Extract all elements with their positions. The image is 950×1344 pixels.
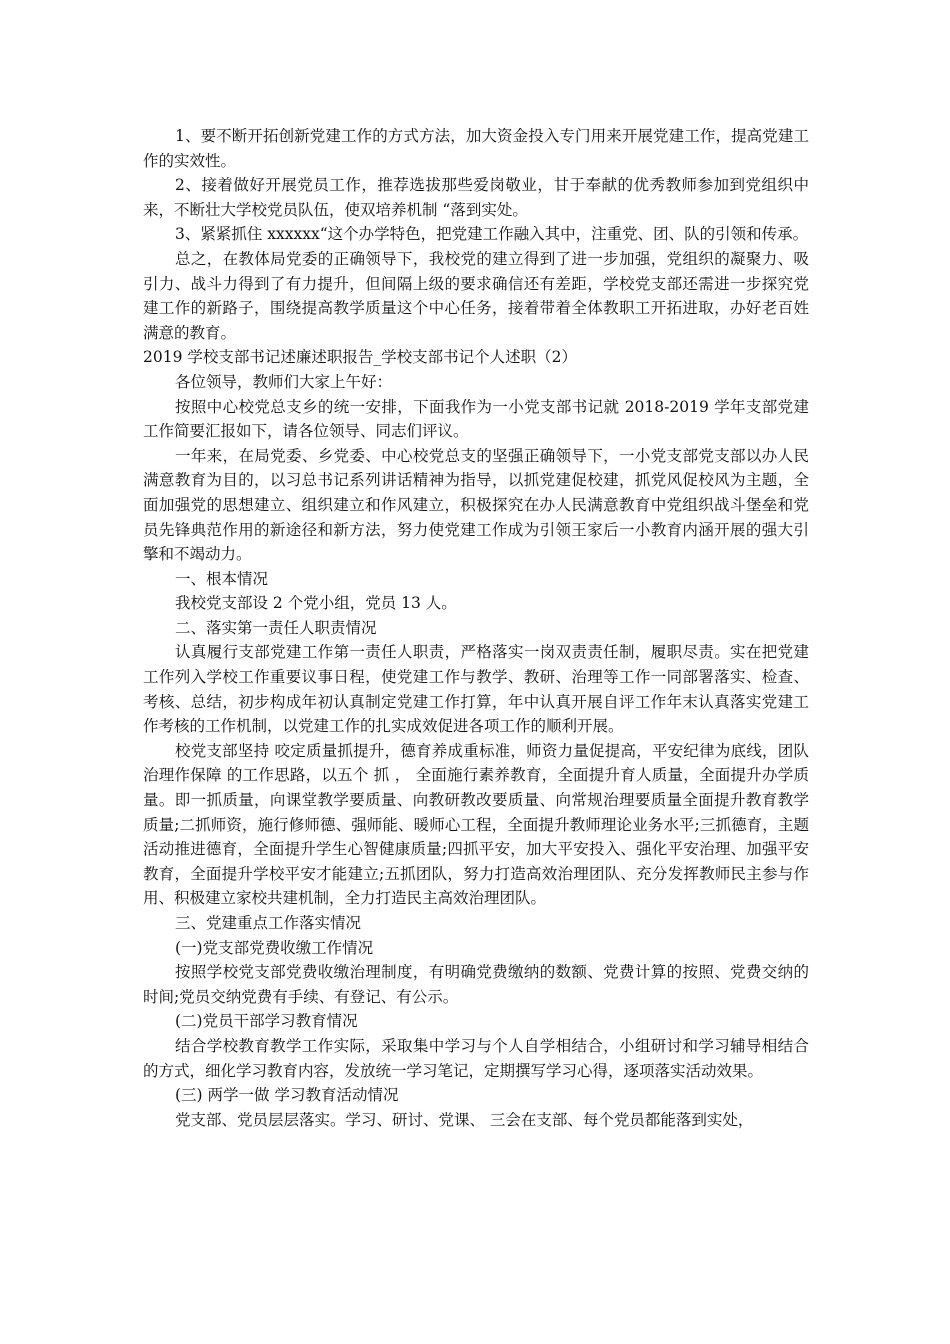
paragraph: 我校党支部设 2 个党小组，党员 13 人。 (175, 594, 457, 613)
paragraph: 3、紧紧抓住 xxxxxx“这个办学特色，把党建工作融入其中，注重党、团、队的引领和传承。 (175, 225, 809, 244)
paragraph: 按照学校党支部党费收缴治理制度，有明确党费缴纳的数额、党费计算的按照、党费交纳的时间;党员交纳党费有手续、有登记、有公示。 (143, 963, 809, 1006)
paragraph: 党支部、党员层层落实。学习、研讨、党课、 三会在支部、每个党员都能落到实处， (175, 1110, 754, 1129)
paragraph: 2、接着做好开展党员工作，推荐选拔那些爱岗敬业，甘于奉献的优秀教师参加到党组织中来，不断壮大学校党员队伍，使双培养机制 “落到实处。 (143, 176, 809, 219)
subheading: 三、党建重点工作落实情况 (175, 914, 362, 932)
subheading: 二、落实第一责任人职责情况 (175, 618, 377, 637)
subheading: 一、根本情况 (175, 569, 269, 588)
paragraph: 认真履行支部党建工作第一责任人职责，严格落实一岗双责责任制，履职尽责。实在把党建工作列入学校工作重要议事日程，使党建工作与教学、教研、治理等工作一同部署落实、检查、考核、总结，初步构成年初认真制定党建工作打算，年中认真开展自评工作年末认真落实党建工作考核的工作机制，以党建工作的扎实成效促进各项工作的顺利开展。 (143, 643, 809, 736)
paragraph: 校党支部坚持 咬定质量抓提升，德育养成重标准，师资力量促提高，平安纪律为底线，团队治理作保障 的工作思路，以五个 抓 ， 全面施行素养教育，全面提升育人质量，全面提升办学质量。即一抓质量，向课堂教学要质量、向教研教改要质量、向常规治理要质量全面提升教育教学质量;二抓师资，施行修师德、强师能、暖师心工程，全面提升教师理论业务水平;三抓德育，主题活动推进德育，全面提升学生心智健康质量;四抓平安，加大平安投入、强化平安治理、加强平安教育，全面提升学校平安才能建立;五抓团队，努力打造高效治理团队、充分发挥教师民主参与作用、积极建立家校共建机制，全力打造民主高效治理团队。 (143, 741, 809, 908)
paragraph: 按照中心校党总支乡的统一安排，下面我作为一小党支部书记就 2018-2019 学年支部党建工作简要汇报如下，请各位领导、同志们评议。 (143, 397, 809, 441)
document-page (143, 124, 809, 1132)
paragraph: 总之，在教体局党委的正确领导下，我校党的建立得到了进一步加强，党组织的凝聚力、吸引力、战斗力得到了有力提升，但间隔上级的要求确信还有差距，学校党支部还需进一步探究党建工作的新路子，围绕提高教学质量这个中心任务，接着带着全体教职工开拓进取，办好老百姓满意的教育。 (143, 249, 809, 342)
subheading: (三) 两学一做 学习教育活动情况 (175, 1086, 399, 1105)
section-heading: 2019 学校支部书记述廉述职报告_学校支部书记个人述职（2） (143, 348, 577, 367)
paragraph: 结合学校教育教学工作实际，采取集中学习与个人自学相结合，小组研讨和学习辅导相结合的方式，细化学习教育内容，发放统一学习笔记，定期撰写学习心得，逐项落实活动效果。 (143, 1036, 809, 1080)
subheading: (二)党员干部学习教育情况 (175, 1012, 358, 1031)
paragraph: 一年来，在局党委、乡党委、中心校党总支的坚强正确领导下，一小党支部党支部以办人民满意教育为目的，以习总书记系列讲话精神为指导，以抓党建促校建，抓党风促校风为主题，全面加强党的思想建立、组织建立和作风建立，积极探究在办人民满意教育中党组织战斗堡垒和党员先锋典范作用的新途径和新方法，努力使党建工作成为引领王家后一小教育内涵开展的强大引擎和不竭动力。 (143, 446, 809, 564)
paragraph: 1、要不断开拓创新党建工作的方式方法，加大资金投入专门用来开展党建工作，提高党建工作的实效性。 (143, 127, 809, 170)
subheading: (一)党支部党费收缴工作情况 (175, 938, 374, 957)
greeting: 各位领导，教师们大家上午好： (175, 372, 393, 391)
